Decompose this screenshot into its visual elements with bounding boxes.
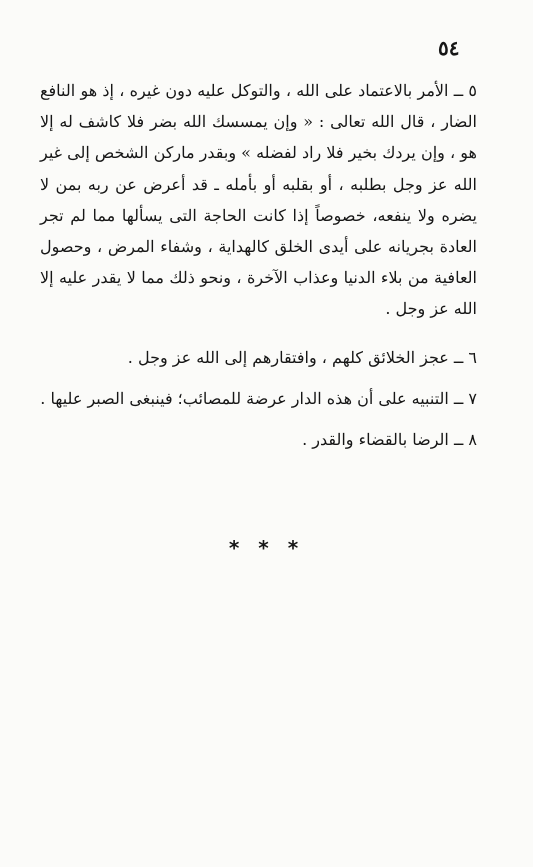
item-text: ــ الرضا بالقضاء والقدر .: [302, 430, 464, 450]
item-number: ٨: [468, 430, 477, 450]
item-number: ٧: [468, 388, 477, 408]
page-number: ٥٤: [438, 36, 460, 60]
item-number: ٦: [468, 347, 477, 367]
item-number: ٥: [468, 81, 477, 100]
list-item: [40, 383, 477, 414]
item-text: ــ التنبيه على أن هذه الدار عرضة للمصائب؛ فينبغى الصبر عليها .: [40, 388, 464, 408]
item-text: ــ الأمر بالاعتماد على الله ، والتوكل عليه دون غيره ، إذ هو النافع الضار ، قال الله تعالى : « وإن يمسسك الله بضر فلا كاشف له إلا هو ، وإن يردك بخير فلا راد لفضله » وبقدر ماركن الشخص إلى غير الله عز وجل بطلبه ، أو بقلبه أو بأمله ـ قد أعرض عن ربه بمن لا يضره ولا ينفعه، خصوصاً إذا كانت الحاجة التى يسألها مما لم تجر العادة بجريانه على أيدى الخلق كالهداية ، وشفاء المرض ، وحصول العافية من بلاء الدنيا وعذاب الآخرة ، ونحو ذلك مما لا يقدر عليه إلا الله عز وجل .: [40, 81, 477, 319]
section-separator: * * *: [228, 536, 305, 560]
list-item: [40, 424, 477, 455]
main-text: [40, 75, 477, 455]
list-item: [40, 75, 477, 325]
item-text: ــ عجز الخلائق كلهم ، وافتقارهم إلى الله عز وجل .: [127, 347, 464, 367]
list-item: [40, 342, 477, 373]
